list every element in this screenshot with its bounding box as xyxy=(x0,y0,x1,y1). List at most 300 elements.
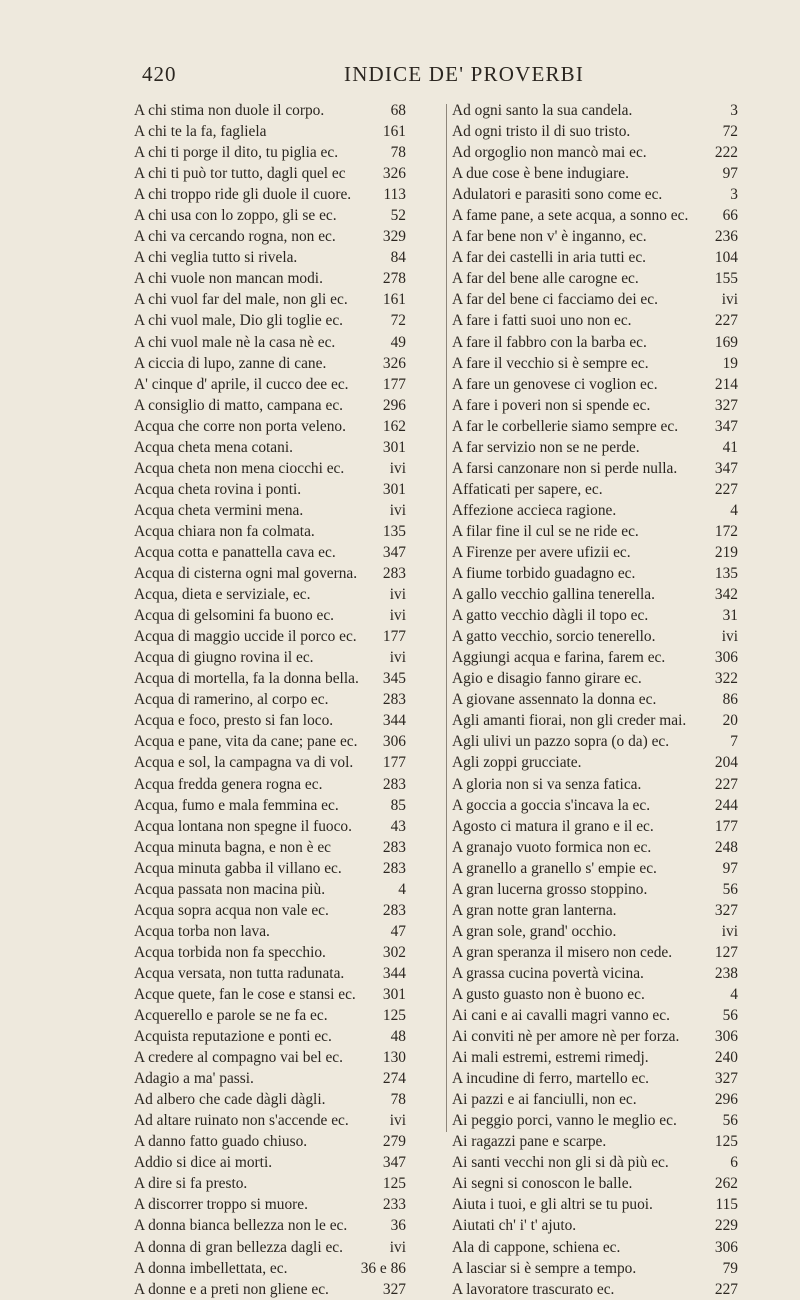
proverb-text: Ad albero che cade dàgli dàgli. xyxy=(134,1091,326,1109)
index-entry xyxy=(452,1173,742,1194)
index-entry xyxy=(452,921,742,942)
index-entry xyxy=(134,353,444,374)
proverb-text: A chi vuol male nè la casa nè ec. xyxy=(134,333,336,351)
index-entry xyxy=(452,795,742,816)
proverb-text: A donna di gran bellezza dagli ec. xyxy=(134,1238,343,1256)
index-entry xyxy=(134,310,444,331)
page-reference: 301 xyxy=(382,985,406,1003)
index-entry xyxy=(452,521,742,542)
proverb-text: Acqua, fumo e mala femmina ec. xyxy=(134,796,339,814)
page-reference: ivi xyxy=(721,922,738,940)
index-entry xyxy=(134,395,444,416)
index-entry xyxy=(452,879,742,900)
page-reference: 244 xyxy=(714,796,738,814)
page-reference: 283 xyxy=(382,775,406,793)
index-entry xyxy=(452,268,742,289)
index-entry xyxy=(452,647,742,668)
proverb-text: Acque quete, fan le cose e stansi ec. xyxy=(134,985,356,1003)
proverb-text: A ciccia di lupo, zanne di cane. xyxy=(134,354,327,372)
proverb-text: A chi ti porge il dito, tu piglia ec. xyxy=(134,144,339,162)
proverb-text: Addio si dice ai morti. xyxy=(134,1154,273,1172)
proverb-text: A gran speranza il misero non cede. xyxy=(452,943,673,961)
page-reference: 56 xyxy=(722,1007,738,1025)
page-reference: 3 xyxy=(730,186,738,204)
index-entry xyxy=(134,752,444,773)
index-entry xyxy=(452,226,742,247)
index-entry xyxy=(134,879,444,900)
proverb-text: Ai mali estremi, estremi rimedj. xyxy=(452,1049,649,1067)
page-reference: 204 xyxy=(714,754,738,772)
proverb-text: Ai santi vecchi non gli si dà più ec. xyxy=(452,1154,669,1172)
proverb-text: A chi ti può tor tutto, dagli quel ec xyxy=(134,165,346,183)
index-entry xyxy=(452,752,742,773)
page-reference: 301 xyxy=(382,480,406,498)
page-reference: ivi xyxy=(389,607,406,625)
column-divider xyxy=(446,104,447,1132)
index-entry xyxy=(452,584,742,605)
index-entry xyxy=(134,1026,444,1047)
page-reference: 345 xyxy=(382,670,406,688)
proverb-text: Acqua di giugno rovina il ec. xyxy=(134,649,314,667)
page-reference: 177 xyxy=(382,628,406,646)
page-reference: 7 xyxy=(730,733,738,751)
proverb-text: Ai ragazzi pane e scarpe. xyxy=(452,1133,607,1151)
index-entry xyxy=(134,289,444,310)
index-entry xyxy=(134,1194,444,1215)
page-reference: 72 xyxy=(390,312,406,330)
proverb-text: A gusto guasto non è buono ec. xyxy=(452,985,645,1003)
page-reference: 161 xyxy=(382,291,406,309)
index-entry xyxy=(452,395,742,416)
page-reference: 85 xyxy=(390,796,406,814)
page-reference: ivi xyxy=(389,1238,406,1256)
index-entry xyxy=(134,121,444,142)
index-entry xyxy=(452,247,742,268)
page-reference: 172 xyxy=(714,522,738,540)
proverb-text: A credere al compagno vai bel ec. xyxy=(134,1049,343,1067)
page-reference: ivi xyxy=(721,291,738,309)
index-entry xyxy=(452,121,742,142)
index-entry xyxy=(452,731,742,752)
index-entry xyxy=(134,1215,444,1236)
index-entry xyxy=(452,374,742,395)
page-reference: 283 xyxy=(382,565,406,583)
index-entry xyxy=(452,142,742,163)
index-entry xyxy=(452,289,742,310)
index-entry xyxy=(134,1237,444,1258)
proverb-text: Acqua, dieta e serviziale, ec. xyxy=(134,586,311,604)
page-reference: 43 xyxy=(390,817,406,835)
page-reference: 283 xyxy=(382,691,406,709)
index-entry xyxy=(134,1152,444,1173)
proverb-text: Ad ogni santo la sua candela. xyxy=(452,102,633,119)
page-reference: 161 xyxy=(382,123,406,141)
proverb-text: Acqua e pane, vita da cane; pane ec. xyxy=(134,733,358,751)
page-reference: 227 xyxy=(714,480,738,498)
index-entry xyxy=(134,921,444,942)
page-reference: 238 xyxy=(714,964,738,982)
proverb-text: A far del bene ci facciamo dei ec. xyxy=(452,291,658,309)
proverb-text: Acqua cheta vermini mena. xyxy=(134,501,304,519)
proverb-text: Aggiungi acqua e farina, farem ec. xyxy=(452,649,666,667)
proverb-text: Agosto ci matura il grano e il ec. xyxy=(452,817,654,835)
index-entry xyxy=(452,332,742,353)
proverb-text: Ad orgoglio non mancò mai ec. xyxy=(452,144,647,162)
proverb-text: A filar fine il cul se ne ride ec. xyxy=(452,522,639,540)
index-entry xyxy=(134,268,444,289)
page-reference: 283 xyxy=(382,859,406,877)
page-reference: 342 xyxy=(714,586,738,604)
index-entry xyxy=(452,816,742,837)
page-reference: 97 xyxy=(722,165,738,183)
proverb-text: A lavoratore trascurato ec. xyxy=(452,1280,615,1298)
page-reference: 3 xyxy=(730,102,738,119)
proverb-text: A chi troppo ride gli duole il cuore. xyxy=(134,186,352,204)
page-reference: 68 xyxy=(390,102,406,119)
proverb-text: A fare un genovese ci voglion ec. xyxy=(452,375,658,393)
page-reference: 125 xyxy=(382,1007,406,1025)
index-entry xyxy=(134,795,444,816)
proverb-text: Ai peggio porci, vanno le meglio ec. xyxy=(452,1112,677,1130)
page-reference: 19 xyxy=(722,354,738,372)
index-entry xyxy=(452,668,742,689)
proverb-text: A fare i fatti suoi uno non ec. xyxy=(452,312,632,330)
proverb-text: Acqua e foco, presto si fan loco. xyxy=(134,712,334,730)
page-reference: 78 xyxy=(390,144,406,162)
page-reference: 4 xyxy=(398,880,406,898)
page-reference: 162 xyxy=(382,417,406,435)
index-entry xyxy=(134,205,444,226)
index-entry xyxy=(134,1068,444,1089)
index-entry xyxy=(134,500,444,521)
proverb-text: A gloria non si va senza fatica. xyxy=(452,775,642,793)
page-reference: 72 xyxy=(722,123,738,141)
page-reference: 262 xyxy=(714,1175,738,1193)
proverb-text: Acqua cheta mena cotani. xyxy=(134,438,293,456)
proverb-text: A gran sole, grand' occhio. xyxy=(452,922,617,940)
page-reference: ivi xyxy=(389,501,406,519)
proverb-text: A gatto vecchio, sorcio tenerello. xyxy=(452,628,656,646)
index-entry xyxy=(134,837,444,858)
index-entry xyxy=(134,626,444,647)
index-entry xyxy=(134,984,444,1005)
proverb-text: Acqua passata non macina più. xyxy=(134,880,326,898)
proverb-text: A chi va cercando rogna, non ec. xyxy=(134,228,336,246)
page-reference: 214 xyxy=(714,375,738,393)
page-reference: 329 xyxy=(382,228,406,246)
index-entry xyxy=(134,1047,444,1068)
page-reference: 155 xyxy=(714,270,738,288)
index-entry xyxy=(452,1279,742,1300)
proverb-text: A far del bene alle carogne ec. xyxy=(452,270,639,288)
page-reference: 222 xyxy=(714,144,738,162)
proverb-text: A chi veglia tutto si rivela. xyxy=(134,249,298,267)
index-entry xyxy=(134,584,444,605)
index-entry xyxy=(452,500,742,521)
index-entry xyxy=(134,731,444,752)
index-entry xyxy=(452,163,742,184)
page-reference: 79 xyxy=(722,1259,738,1277)
proverb-text: A far servizio non se ne perde. xyxy=(452,438,640,456)
index-entry xyxy=(452,1131,742,1152)
proverb-text: Acqua torbida non fa specchio. xyxy=(134,943,326,961)
index-entry xyxy=(452,1110,742,1131)
index-entry xyxy=(452,774,742,795)
page-reference: 47 xyxy=(390,922,406,940)
proverb-text: Acqua di gelsomini fa buono ec. xyxy=(134,607,335,625)
index-entry xyxy=(452,858,742,879)
page-reference: 125 xyxy=(714,1133,738,1151)
proverb-text: A donna imbellettata, ec. xyxy=(134,1259,288,1277)
page-reference: 56 xyxy=(722,880,738,898)
index-entry xyxy=(134,774,444,795)
index-entry xyxy=(134,247,444,268)
index-entry xyxy=(134,1131,444,1152)
proverb-text: Acqua che corre non porta veleno. xyxy=(134,417,346,435)
index-entry xyxy=(134,710,444,731)
page-reference: 20 xyxy=(722,712,738,730)
proverb-text: Affaticati per sapere, ec. xyxy=(452,480,603,498)
proverb-text: A fare i poveri non si spende ec. xyxy=(452,396,651,414)
page-reference: ivi xyxy=(389,649,406,667)
proverb-text: A far dei castelli in aria tutti ec. xyxy=(452,249,647,267)
page-reference: 227 xyxy=(714,775,738,793)
page-reference: 296 xyxy=(382,396,406,414)
proverb-text: Ala di cappone, schiena ec. xyxy=(452,1238,621,1256)
index-entry xyxy=(452,479,742,500)
page-reference: 301 xyxy=(382,438,406,456)
index-entry xyxy=(452,605,742,626)
proverb-text: Acqua di cisterna ogni mal governa. xyxy=(134,565,358,583)
index-entry xyxy=(452,900,742,921)
index-entry xyxy=(452,1005,742,1026)
index-entry xyxy=(452,1089,742,1110)
proverb-text: Acqua sopra acqua non vale ec. xyxy=(134,901,329,919)
proverb-text: Agli amanti fiorai, non gli creder mai. xyxy=(452,712,687,730)
proverb-text: Aiuta i tuoi, e gli altri se tu puoi. xyxy=(452,1196,653,1214)
index-entry xyxy=(134,1110,444,1131)
proverb-text: Acqua versata, non tutta radunata. xyxy=(134,964,345,982)
page-reference: 177 xyxy=(382,754,406,772)
page-reference: ivi xyxy=(389,1112,406,1130)
proverb-text: A' cinque d' aprile, il cucco dee ec. xyxy=(134,375,349,393)
page-reference: 125 xyxy=(382,1175,406,1193)
index-entry xyxy=(134,858,444,879)
proverb-text: A donna bianca bellezza non le ec. xyxy=(134,1217,348,1235)
proverb-text: Acqua di mortella, fa la donna bella. xyxy=(134,670,359,688)
page-reference: 283 xyxy=(382,838,406,856)
index-entry xyxy=(452,984,742,1005)
proverb-text: A Firenze per avere ufizii ec. xyxy=(452,543,631,561)
page-reference: 41 xyxy=(722,438,738,456)
proverb-text: A chi te la fa, fagliela xyxy=(134,123,267,141)
index-entry xyxy=(452,1258,742,1279)
index-entry xyxy=(134,416,444,437)
page-reference: 52 xyxy=(390,207,406,225)
page-reference: 344 xyxy=(382,964,406,982)
proverb-text: Acqua cheta non mena ciocchi ec. xyxy=(134,459,345,477)
page-reference: 344 xyxy=(382,712,406,730)
index-entry xyxy=(452,1237,742,1258)
page-reference: 306 xyxy=(714,649,738,667)
proverb-text: A goccia a goccia s'incava la ec. xyxy=(452,796,651,814)
index-entry xyxy=(134,332,444,353)
page-reference: ivi xyxy=(721,628,738,646)
index-entry xyxy=(452,626,742,647)
page-reference: 229 xyxy=(714,1217,738,1235)
page-reference: 130 xyxy=(382,1049,406,1067)
proverb-text: A chi stima non duole il corpo. xyxy=(134,102,325,119)
proverb-text: Ai cani e ai cavalli magri vanno ec. xyxy=(452,1007,670,1025)
index-entry xyxy=(134,963,444,984)
proverb-text: A donne e a preti non gliene ec. xyxy=(134,1280,329,1298)
index-column-right xyxy=(452,100,742,1300)
proverb-text: Acqua e sol, la campagna va di vol. xyxy=(134,754,354,772)
proverb-text: Ai pazzi e ai fanciulli, non ec. xyxy=(452,1091,637,1109)
proverb-text: A farsi canzonare non si perde nulla. xyxy=(452,459,678,477)
page-reference: 4 xyxy=(730,501,738,519)
proverb-text: Affezione accieca ragione. xyxy=(452,501,617,519)
page-reference: 306 xyxy=(714,1028,738,1046)
page-reference: 326 xyxy=(382,165,406,183)
index-entry xyxy=(134,184,444,205)
index-entry xyxy=(452,837,742,858)
proverb-text: A incudine di ferro, martello ec. xyxy=(452,1070,650,1088)
proverb-text: A discorrer troppo si muore. xyxy=(134,1196,308,1214)
index-entry xyxy=(134,563,444,584)
index-entry xyxy=(134,1258,444,1279)
index-column-left xyxy=(134,100,444,1300)
proverb-text: Ad ogni tristo il di suo tristo. xyxy=(452,123,631,141)
index-entry xyxy=(134,521,444,542)
page-reference: 78 xyxy=(390,1091,406,1109)
page-reference: 49 xyxy=(390,333,406,351)
page-number: 420 xyxy=(142,62,177,86)
index-entry xyxy=(134,374,444,395)
index-entry xyxy=(452,205,742,226)
proverb-text: A fare il fabbro con la barba ec. xyxy=(452,333,647,351)
page-reference: 177 xyxy=(714,817,738,835)
page-reference: 48 xyxy=(390,1028,406,1046)
index-entry xyxy=(452,416,742,437)
page-reference: 115 xyxy=(715,1196,738,1214)
index-entry xyxy=(134,226,444,247)
index-entry xyxy=(134,900,444,921)
proverb-text: Acquista reputazione e ponti ec. xyxy=(134,1028,332,1046)
proverb-text: Acqua di maggio uccide il porco ec. xyxy=(134,628,357,646)
index-entry xyxy=(452,942,742,963)
index-entry xyxy=(134,479,444,500)
proverb-text: A giovane assennato la donna ec. xyxy=(452,691,657,709)
proverb-text: A granello a granello s' empie ec. xyxy=(452,859,657,877)
page-reference: 84 xyxy=(390,249,406,267)
index-entry xyxy=(452,1026,742,1047)
proverb-text: A consiglio di matto, campana ec. xyxy=(134,396,343,414)
index-entry xyxy=(452,1194,742,1215)
index-entry xyxy=(452,100,742,121)
index-entry xyxy=(452,542,742,563)
page-reference: 302 xyxy=(382,943,406,961)
proverb-text: Acqua lontana non spegne il fuoco. xyxy=(134,817,352,835)
page-reference: 347 xyxy=(382,543,406,561)
proverb-text: A dire si fa presto. xyxy=(134,1175,248,1193)
index-entry xyxy=(452,689,742,710)
proverb-text: A fare il vecchio si è sempre ec. xyxy=(452,354,649,372)
page-reference: 36 xyxy=(390,1217,406,1235)
proverb-text: Aiutati ch' i' t' ajuto. xyxy=(452,1217,577,1235)
proverb-text: A chi vuol male, Dio gli toglie ec. xyxy=(134,312,344,330)
page-reference: 219 xyxy=(714,543,738,561)
index-entry xyxy=(134,1173,444,1194)
page-reference: 322 xyxy=(714,670,738,688)
page-reference: 347 xyxy=(714,459,738,477)
index-entry xyxy=(452,437,742,458)
index-entry xyxy=(134,942,444,963)
page-reference: 127 xyxy=(714,943,738,961)
proverb-text: Ai segni si conoscon le balle. xyxy=(452,1175,633,1193)
index-entry xyxy=(452,1068,742,1089)
page-header xyxy=(0,62,800,92)
proverb-text: A fiume torbido guadagno ec. xyxy=(452,565,636,583)
index-entry xyxy=(134,1089,444,1110)
proverb-text: A fame pane, a sete acqua, a sonno ec. xyxy=(452,207,689,225)
index-entry xyxy=(452,353,742,374)
proverb-text: A far bene non v' è inganno, ec. xyxy=(452,228,647,246)
page-reference: 306 xyxy=(714,1238,738,1256)
proverb-text: Acqua torba non lava. xyxy=(134,922,270,940)
page-reference: 31 xyxy=(722,607,738,625)
proverb-text: A due cose è bene indugiare. xyxy=(452,165,629,183)
page-reference: 113 xyxy=(383,186,406,204)
index-entry xyxy=(452,1152,742,1173)
index-entry xyxy=(134,458,444,479)
proverb-text: Acqua cheta rovina i ponti. xyxy=(134,480,302,498)
page-reference: 327 xyxy=(382,1280,406,1298)
page-reference: 104 xyxy=(714,249,738,267)
page-reference: 86 xyxy=(722,691,738,709)
proverb-text: Acqua chiara non fa colmata. xyxy=(134,522,315,540)
running-head: INDICE DE' PROVERBI xyxy=(344,62,585,86)
proverb-text: A grassa cucina povertà vicina. xyxy=(452,964,644,982)
page-reference: 6 xyxy=(730,1154,738,1172)
index-entry xyxy=(452,710,742,731)
page-reference: 279 xyxy=(382,1133,406,1151)
proverb-text: Ad altare ruinato non s'accende ec. xyxy=(134,1112,349,1130)
page-reference: 97 xyxy=(722,859,738,877)
proverb-text: A gran notte gran lanterna. xyxy=(452,901,617,919)
index-entry xyxy=(452,310,742,331)
index-entry xyxy=(134,542,444,563)
proverb-text: A lasciar si è sempre a tempo. xyxy=(452,1259,637,1277)
proverb-text: Adagio a ma' passi. xyxy=(134,1070,254,1088)
index-entry xyxy=(134,689,444,710)
page-reference: 326 xyxy=(382,354,406,372)
page-reference: 278 xyxy=(382,270,406,288)
proverb-text: Agli ulivi un pazzo sopra (o da) ec. xyxy=(452,733,670,751)
index-entry xyxy=(134,647,444,668)
page-reference: 36 e 86 xyxy=(360,1259,406,1277)
index-entry xyxy=(452,563,742,584)
page-reference: 327 xyxy=(714,396,738,414)
page-reference: ivi xyxy=(389,459,406,477)
page-reference: 283 xyxy=(382,901,406,919)
proverb-text: Ai conviti nè per amore nè per forza. xyxy=(452,1028,680,1046)
page-reference: 135 xyxy=(382,522,406,540)
index-entry xyxy=(134,1279,444,1300)
index-entry xyxy=(452,1047,742,1068)
page-reference: 236 xyxy=(714,228,738,246)
page-reference: 347 xyxy=(714,417,738,435)
